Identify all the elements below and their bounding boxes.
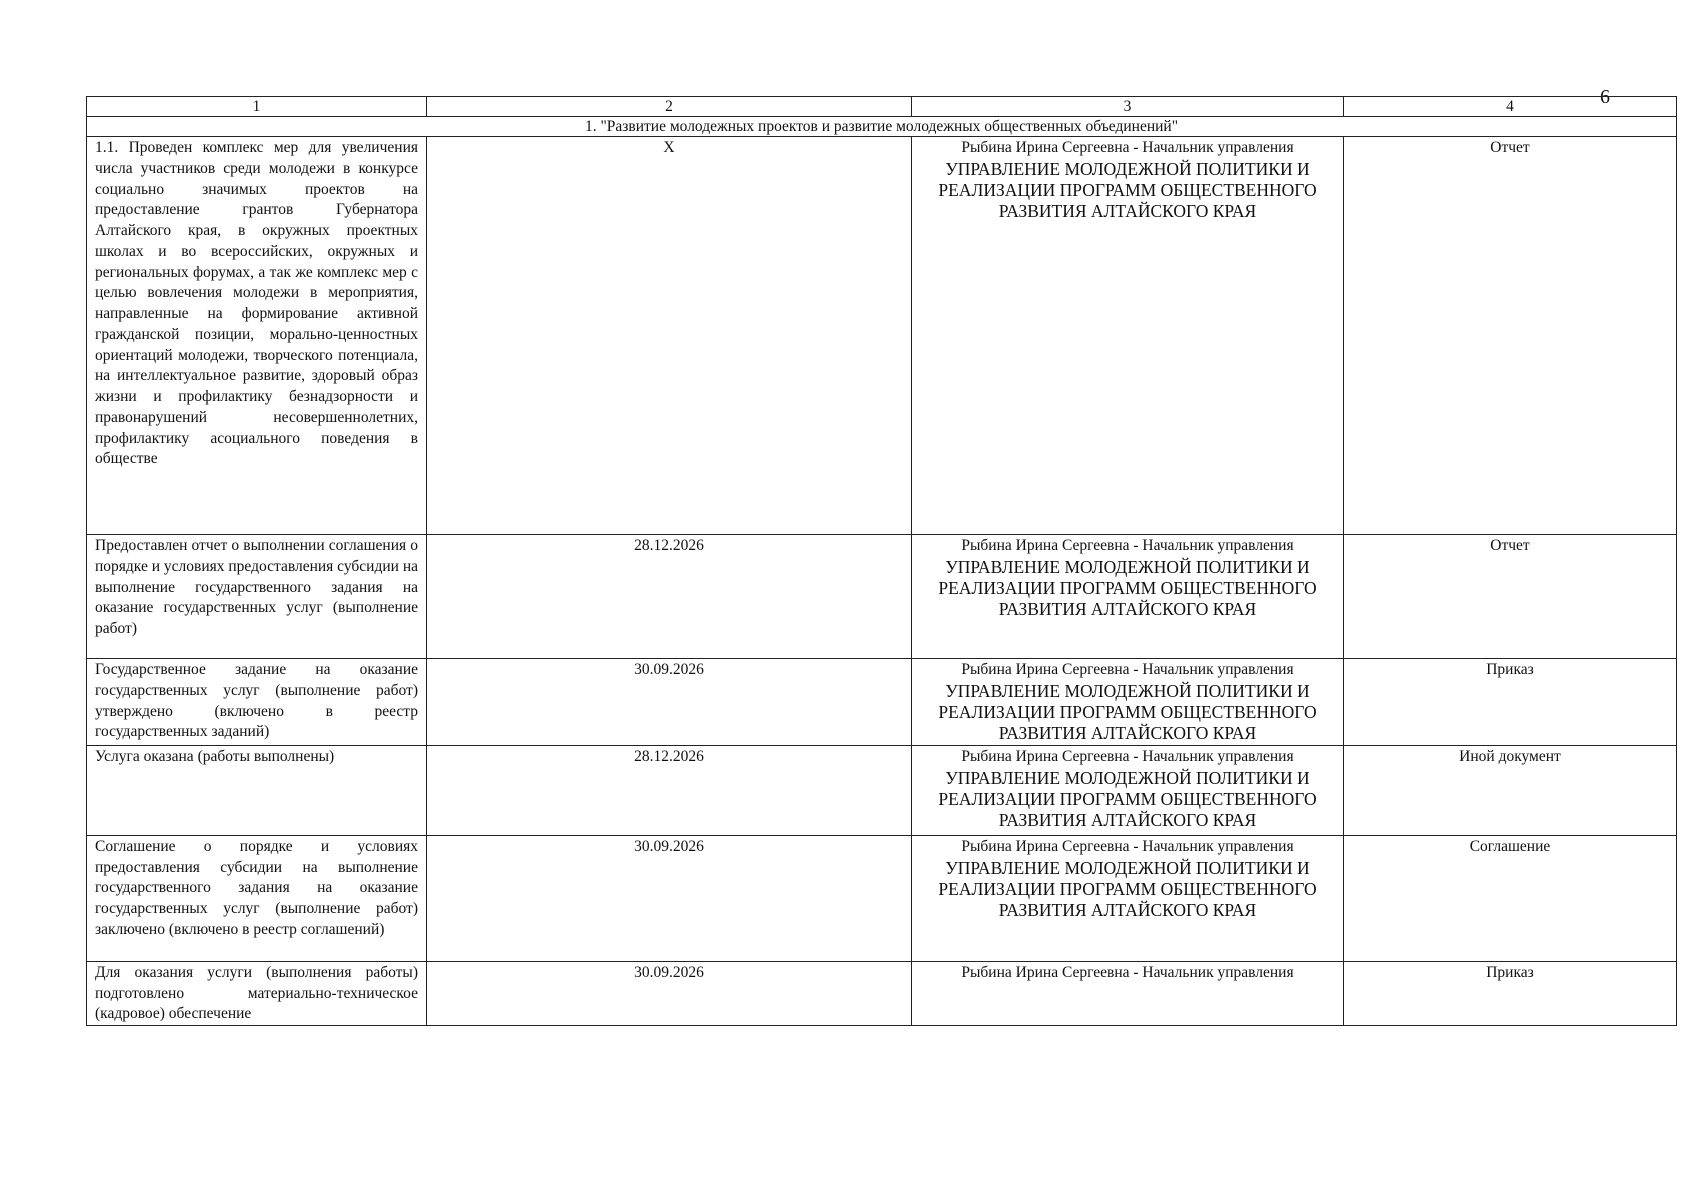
row-document: Соглашение (1344, 835, 1677, 961)
responsible-organization: УПРАВЛЕНИЕ МОЛОДЕЖНОЙ ПОЛИТИКИ И РЕАЛИЗАЦИИ ПРОГРАММ ОБЩЕСТВЕННОГО РАЗВИТИЯ АЛТАЙСКОГО КРАЯ (938, 158, 1317, 222)
row-description: Государственное задание на оказание государственных услуг (выполнение работ) утверждено (включено в реестр государственных заданий) (87, 659, 427, 746)
row-description: Соглашение о порядке и условиях предоставления субсидии на выполнение государственного задания на оказание государственных услуг (выполнение работ) заключено (включено в реестр соглашений) (87, 835, 427, 961)
responsible-organization: УПРАВЛЕНИЕ МОЛОДЕЖНОЙ ПОЛИТИКИ И РЕАЛИЗАЦИИ ПРОГРАММ ОБЩЕСТВЕННОГО РАЗВИТИЯ АЛТАЙСКОГО КРАЯ (938, 767, 1317, 831)
row-date: 30.09.2026 (427, 659, 912, 746)
responsible-person: Рыбина Ирина Сергеевна - Начальник управления (961, 963, 1294, 981)
table-row (87, 137, 1677, 535)
responsible-organization: УПРАВЛЕНИЕ МОЛОДЕЖНОЙ ПОЛИТИКИ И РЕАЛИЗАЦИИ ПРОГРАММ ОБЩЕСТВЕННОГО РАЗВИТИЯ АЛТАЙСКОГО КРАЯ (938, 857, 1317, 921)
responsible-organization: УПРАВЛЕНИЕ МОЛОДЕЖНОЙ ПОЛИТИКИ И РЕАЛИЗАЦИИ ПРОГРАММ ОБЩЕСТВЕННОГО РАЗВИТИЯ АЛТАЙСКОГО КРАЯ (938, 680, 1317, 744)
section-row (87, 117, 1677, 137)
column-number-3: 3 (912, 97, 1344, 117)
table-row (87, 961, 1677, 1025)
table-row (87, 745, 1677, 835)
responsible-person: Рыбина Ирина Сергеевна - Начальник управления (961, 139, 1294, 156)
column-number-1: 1 (87, 97, 427, 117)
row-date: 30.09.2026 (427, 961, 912, 1025)
row-description: Предоставлен отчет о выполнении соглашения о порядке и условиях предоставления субсидии на выполнение государственного задания на оказание государственных услуг (выполнение работ) (87, 535, 427, 659)
plan-table (86, 96, 1677, 1026)
responsible-person: Рыбина Ирина Сергеевна - Начальник управления (961, 837, 1294, 855)
responsible-person: Рыбина Ирина Сергеевна - Начальник управления (961, 661, 1294, 678)
table-row (87, 535, 1677, 659)
row-description: 1.1. Проведен комплекс мер для увеличения числа участников среди молодежи в конкурсе социально значимых проектов на предоставление грантов Губернатора Алтайского края, в окружных проектных школах и во всероссийских, окружных и региональных форумах, а так же комплекс мер с целью вовлечения молодежи в мероприятия, направленные на формирование активной гражданской позиции, морально-ценностных ориентаций молодежи, творческого потенциала, на интеллектуальное развитие, здоровый образ жизни и профилактику безнадзорности и правонарушений несовершеннолетних, профилактику асоциального поведения в обществе (87, 137, 427, 535)
row-description: Услуга оказана (работы выполнены) (87, 745, 427, 835)
row-document: Отчет (1344, 137, 1677, 535)
row-document: Отчет (1344, 535, 1677, 659)
row-document: Приказ (1344, 659, 1677, 746)
row-document: Приказ (1344, 961, 1677, 1025)
row-responsible (912, 535, 1344, 659)
row-responsible (912, 961, 1344, 1025)
column-number-2: 2 (427, 97, 912, 117)
row-responsible (912, 745, 1344, 835)
row-responsible (912, 659, 1344, 746)
responsible-person: Рыбина Ирина Сергеевна - Начальник управления (961, 747, 1294, 765)
page-number: 6 (1600, 86, 1610, 108)
row-date: X (427, 137, 912, 535)
row-document: Иной документ (1344, 745, 1677, 835)
column-number-row (87, 97, 1677, 117)
row-date: 28.12.2026 (427, 535, 912, 659)
column-number-4: 4 (1344, 97, 1677, 117)
table-row (87, 835, 1677, 961)
section-title: 1. "Развитие молодежных проектов и развитие молодежных общественных объединений" (87, 117, 1677, 137)
row-responsible (912, 137, 1344, 535)
responsible-person: Рыбина Ирина Сергеевна - Начальник управления (961, 537, 1294, 554)
row-date: 28.12.2026 (427, 745, 912, 835)
responsible-organization: УПРАВЛЕНИЕ МОЛОДЕЖНОЙ ПОЛИТИКИ И РЕАЛИЗАЦИИ ПРОГРАММ ОБЩЕСТВЕННОГО РАЗВИТИЯ АЛТАЙСКОГО КРАЯ (938, 556, 1317, 620)
row-responsible (912, 835, 1344, 961)
table-row (87, 659, 1677, 746)
row-description: Для оказания услуги (выполнения работы) подготовлено материально-техническое (кадровое) обеспечение (87, 961, 427, 1025)
row-date: 30.09.2026 (427, 835, 912, 961)
